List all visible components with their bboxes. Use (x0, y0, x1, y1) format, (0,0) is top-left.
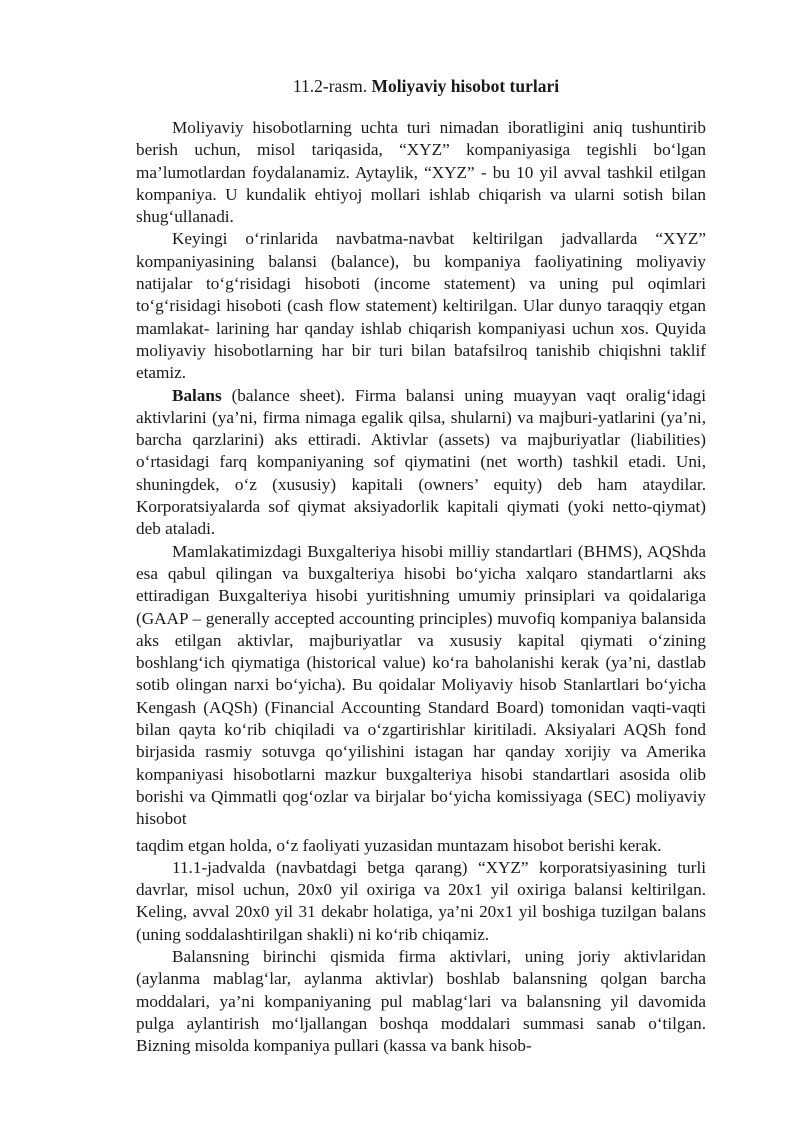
document-page (136, 74, 706, 1057)
term-balans: Balans (172, 385, 222, 405)
caption-title: Moliyaviy hisobot turlari (371, 76, 560, 96)
paragraph-balance-sheet (136, 385, 706, 541)
paragraph-accounting-standards: Mamlakatimizdagi Buxgalteriya hisobi milliy standartlari (BHMS), AQShda esa qabul qilingan va buxgalteriya hisobi bo‘yicha xalqaro standartlarni aks ettiradigan Buxgalteriya hisobi yuritishning umumiy prinsiplari va qoidalariga (GAAP – generally accepted accounting principles) muvofiq kompaniya balansida aks etilgan aktivlar, majburiyatlar va xususiy kapital qiymati o‘zining boshlang‘ich qiymatiga (historical value) ko‘ra baholanishi kerak (ya’ni, dastlab sotib olingan narxi bo‘yicha). Bu qoidalar Moliyaviy hisob Stanlartlari bo‘yicha Kengash (AQSh) (Financial Accounting Standard Board) tomonidan vaqti-vaqti bilan qayta ko‘rib chiqiladi va o‘zgartirishlar kiritiladi. Aksiyalari AQSh fond birjasida rasmiy sotuvga qo‘yilishini istagan har qanday xorijiy va Amerika kompaniyasi hisobotlarni mazkur buxgalteriya hisobi standartlari asosida olib borishi va Qimmatli qog‘ozlar va birjalar bo‘yicha komissiyaga (SEC) moliyaviy hisobot (136, 541, 706, 829)
paragraph-statements-overview: Keyingi o‘rinlarida navbatma-navbat keltirilgan jadvallarda “XYZ” kompaniyasining balansi (balance), bu kompaniya faoliyatining moliyaviy natijalar to‘g‘risidagi hisoboti (income statement) va uning pul oqimlari to‘g‘risidagi hisoboti (cash flow statement) keltirilgan. Ular dunyo taraqqiy etgan mamlakat- larining har qanday ishlab chiqarish kompaniyasi uchun xos. Quyida moliyaviy hisobotlarning har bir turi bilan batafsilroq tanishib chiqishni taklif etamiz. (136, 229, 706, 383)
paragraph-reporting-continuation: taqdim etgan holda, o‘z faoliyati yuzasidan muntazam hisobot berishi kerak. (136, 835, 662, 855)
paragraph-balance-sheet-text: (balance sheet). Firma balansi uning muayyan vaqt oralig‘idagi aktivlarini (ya’ni, firma nimaga egalik qilsa, shularni) va majburi-yatlarini (ya’ni, barcha qarzlarini) aks ettiradi. Aktivlar (assets) va majburiyatlar (liabilities) o‘rtasidagi farq kompaniyaning sof qiymatini (net worth) tashkil etadi. Uni, shuningdek, o‘z (xususiy) kapitali (owners’ equity) deb ham ataydilar. Korporatsiyalarda sof qiymat aksiyadorlik kapitali qiymati (yoki netto-qiymat) deb ataladi. (136, 385, 706, 539)
paragraph-intro: Moliyaviy hisobotlarning uchta turi nimadan iboratligini aniq tushuntirib berish uchun, misol tariqasida, “XYZ” kompaniyasiga tegishli bo‘lgan ma’lumotlardan foydalanamiz. Aytaylik, “XYZ” - bu 10 yil avval tashkil etilgan kompaniya. U kundalik ehtiyoj mollari ishlab chiqarish va ularni sotish bilan shug‘ullanadi. (136, 118, 706, 227)
paragraph-table-reference: 11.1-jadvalda (navbatdagi betga qarang) “XYZ” korporatsiyasining turli davrlar, misol uchun, 20x0 yil oxiriga va 20x1 yil oxiriga balansi keltirilgan. Keling, avval 20x0 yil 31 dekabr holatiga, ya’ni 20x1 yil boshiga tuzilgan balans (uning soddalashtirilgan shakli) ni ko‘rib chiqamiz. (136, 857, 706, 944)
caption-prefix: 11.2-rasm. (292, 76, 372, 96)
figure-caption (136, 74, 706, 98)
paragraph-current-assets: Balansning birinchi qismida firma aktivlari, uning joriy aktivlaridan (aylanma mablag‘lar, aylanma aktivlar) boshlab balansning qolgan barcha moddalari, ya’ni kompaniyaning pul mablag‘lari va balansning yil davomida pulga aylantirish mo‘ljallangan boshqa moddalari summasi sanab o‘tilgan. Bizning misolda kompaniya pullari (kassa va bank hisob- (136, 946, 706, 1056)
